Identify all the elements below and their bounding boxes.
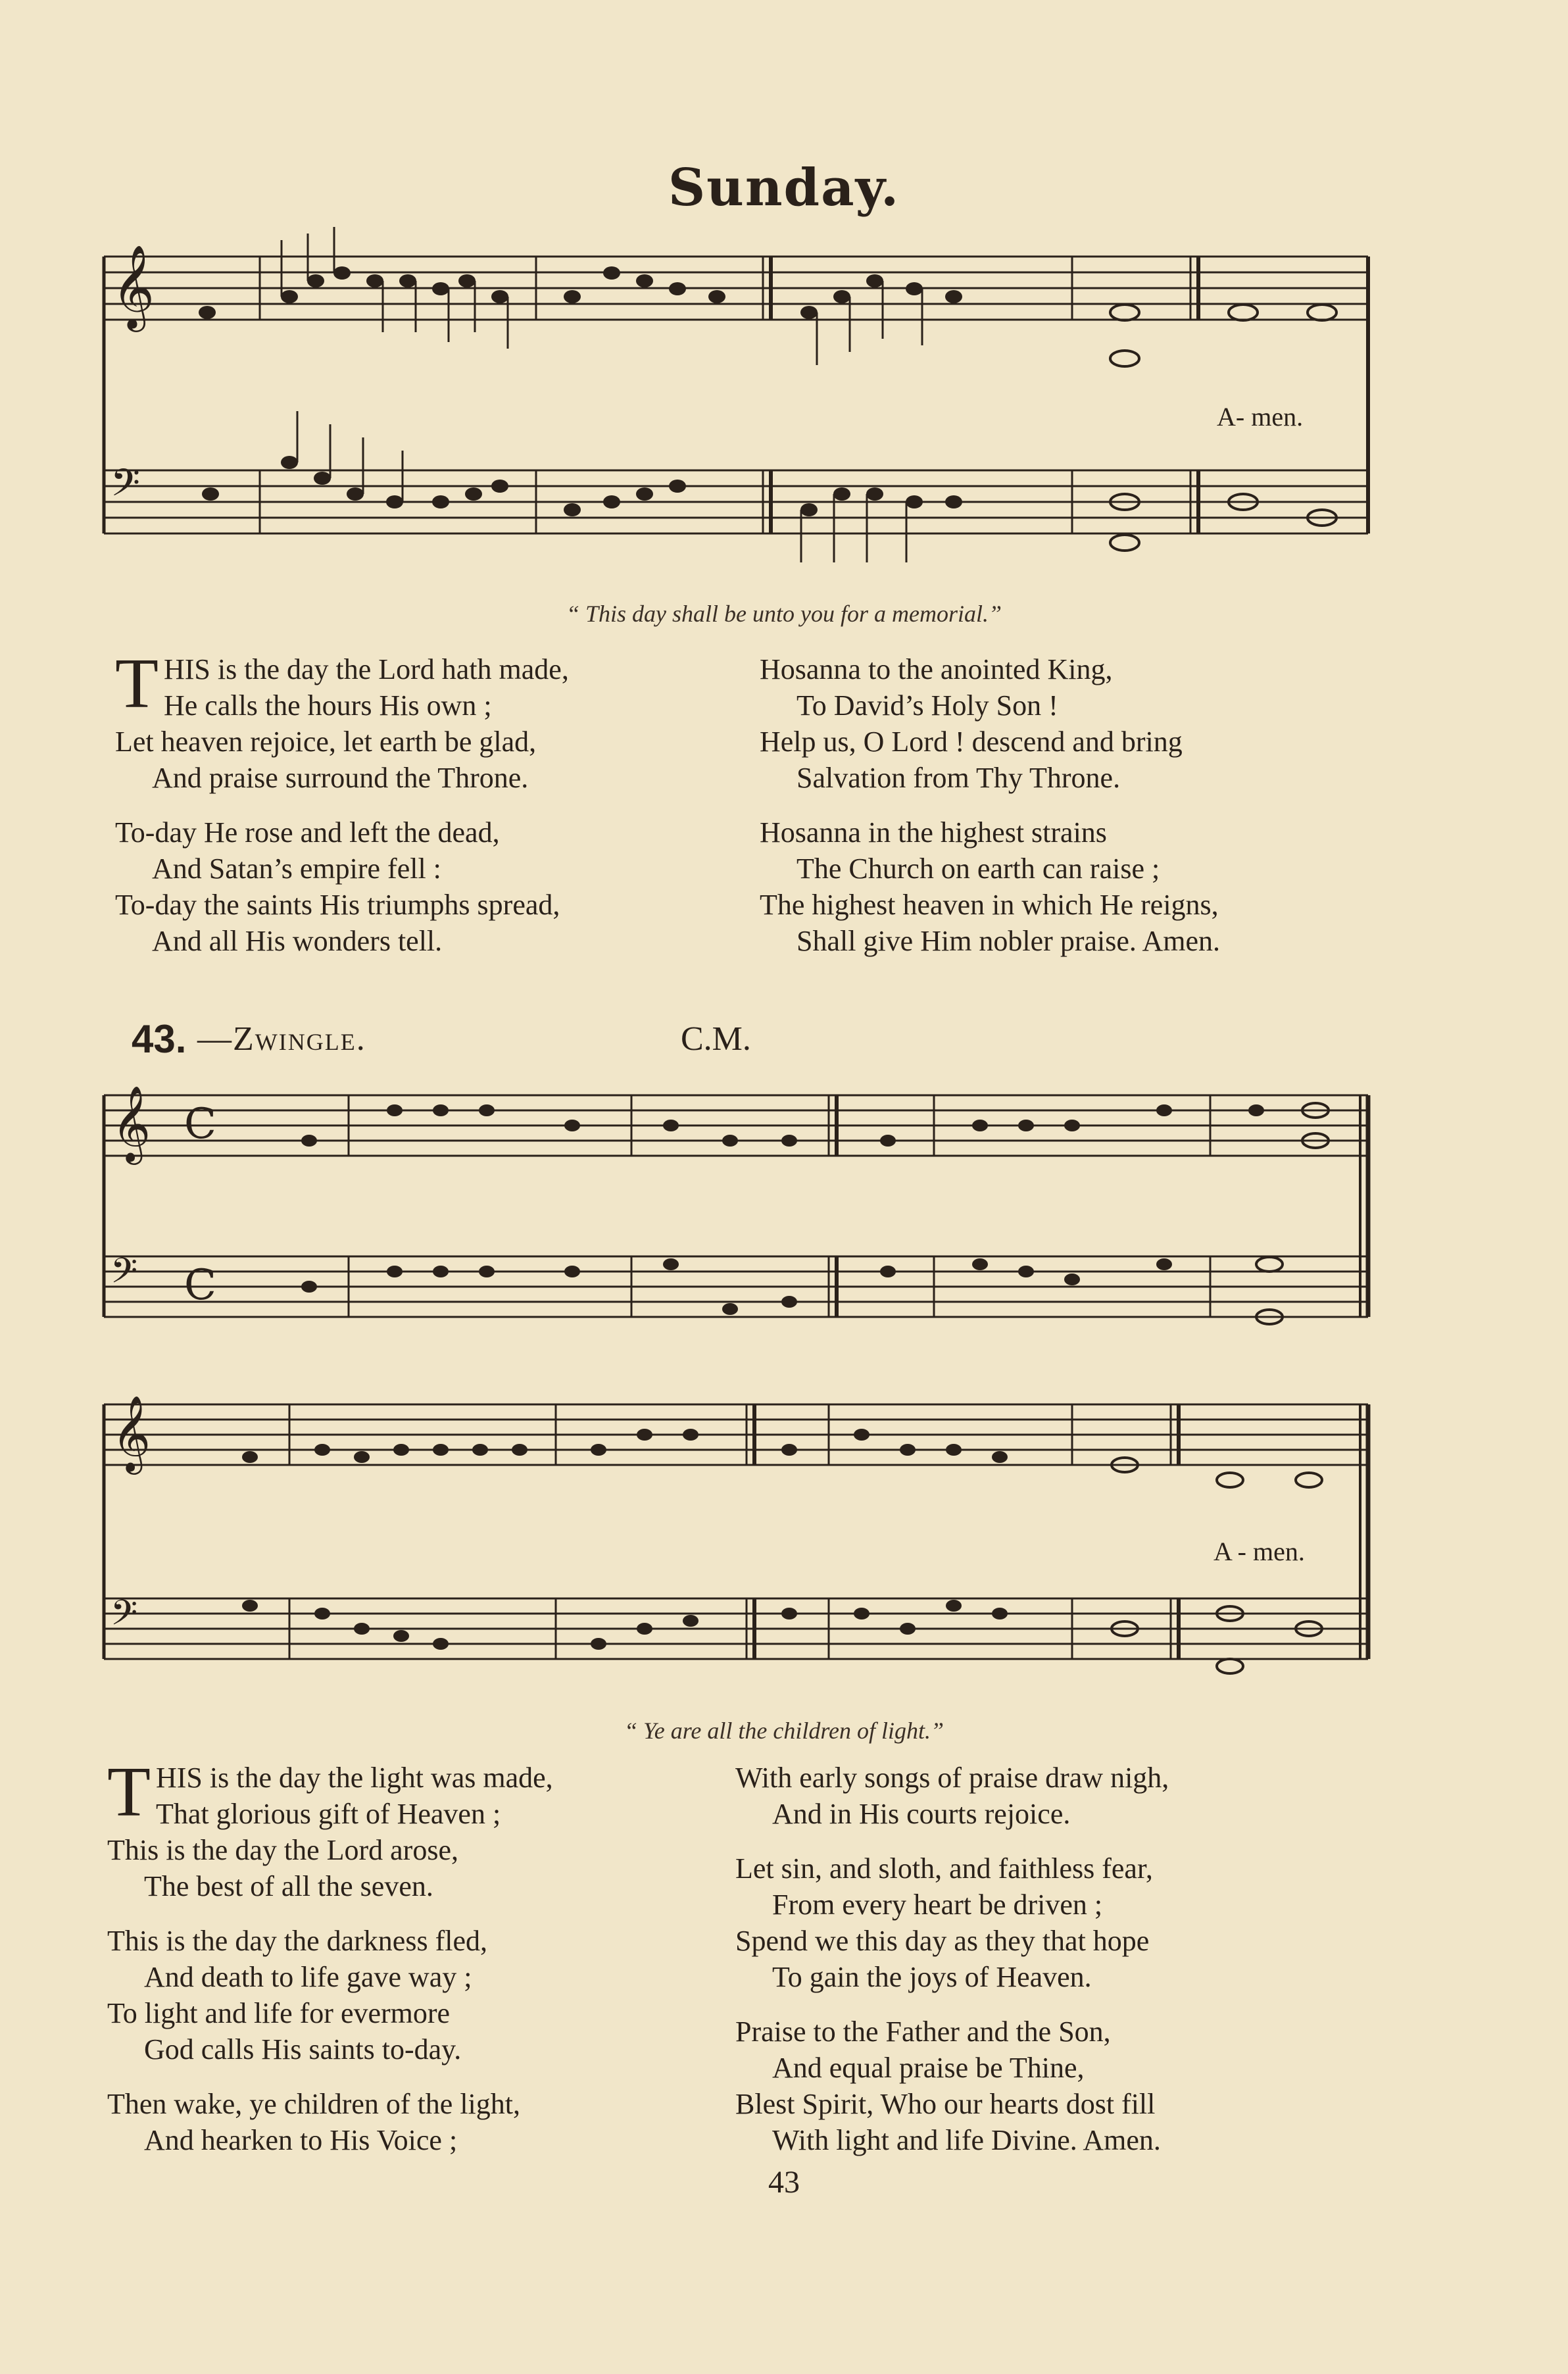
hymn1-stanza-2 <box>115 814 733 959</box>
caption-1: “ This day shall be unto you for a memorial.” <box>566 601 1002 627</box>
verse-line: And equal praise be Thine, <box>772 2052 1085 2084</box>
hymn1-stanza-1 <box>115 645 733 796</box>
staff-system-2a <box>99 1072 1375 1348</box>
verse-line: Praise to the Father and the Son, <box>735 2015 1111 2048</box>
hymn2-verses-right <box>735 1760 1426 2177</box>
hymn1-verses-left <box>115 645 733 977</box>
svg-text:𝄞: 𝄞 <box>112 1085 151 1162</box>
verse-line: From every heart be driven ; <box>772 1889 1103 1921</box>
verse-line: Let heaven rejoice, let earth be glad, <box>115 726 537 758</box>
verse-line: He calls the hours His own ; <box>163 689 492 722</box>
verse-line: Let sin, and sloth, and faithless fear, <box>735 1852 1153 1885</box>
verse-line: God calls His saints to-day. <box>144 2033 462 2065</box>
hymn2-stanza-1 <box>107 1753 725 1904</box>
staff-system-2b <box>99 1372 1375 1700</box>
svg-text:𝄞: 𝄞 <box>112 244 155 328</box>
verse-line: Hosanna to the anointed King, <box>760 653 1113 685</box>
dropcap-1: T <box>115 645 159 723</box>
svg-text:𝄢: 𝄢 <box>110 1251 138 1300</box>
dropcap-2: T <box>107 1753 151 1831</box>
verse-line: Help us, O Lord ! descend and bring <box>760 726 1183 758</box>
hymn1-stanza-4 <box>760 814 1417 959</box>
svg-text:C: C <box>184 1261 216 1310</box>
verse-line: To David’s Holy Son ! <box>796 689 1058 722</box>
hymn2-stanza-5 <box>735 2014 1426 2158</box>
verse-line: Hosanna in the highest strains <box>760 816 1107 849</box>
hymn-number: 43. <box>132 1017 187 1061</box>
verse-line: With light and life Divine. Amen. <box>772 2124 1161 2156</box>
verse-line: Salvation from Thy Throne. <box>796 762 1121 794</box>
music-score-1 <box>99 227 1375 569</box>
verse-line: Shall give Him nobler praise. Amen. <box>796 925 1220 957</box>
svg-text:𝄞: 𝄞 <box>112 1395 151 1471</box>
caption-2: “ Ye are all the children of light.” <box>624 1718 944 1744</box>
staff-system-1 <box>99 227 1375 569</box>
section-title: Sunday. <box>668 158 900 218</box>
verse-line: And in His courts rejoice. <box>772 1798 1071 1830</box>
svg-text:𝄢: 𝄢 <box>110 1593 138 1642</box>
verse-line: Spend we this day as they that hope <box>735 1925 1150 1957</box>
amen-label-2: A - men. <box>1213 1537 1305 1566</box>
verse-line: HIS is the day the light was made, <box>155 1762 553 1794</box>
verse-line: And death to life gave way ; <box>144 1961 472 1993</box>
page-number: 43 <box>768 2165 800 2200</box>
hymn2-stanza-2 <box>107 1923 725 2067</box>
svg-text:𝄢: 𝄢 <box>110 460 141 514</box>
verse-line: This is the day the darkness fled, <box>107 1925 487 1957</box>
verse-line: That glorious gift of Heaven ; <box>155 1798 501 1830</box>
verse-line: Blest Spirit, Who our hearts dost fill <box>735 2088 1156 2120</box>
verse-line: The best of all the seven. <box>144 1870 433 1902</box>
hymn2-verses-left <box>107 1753 725 2177</box>
verse-line: To-day He rose and left the dead, <box>115 816 500 849</box>
hymn2-stanza-3 <box>107 2086 725 2158</box>
hymn2-stanza-4 <box>735 1850 1426 1995</box>
verse-line: And Satan’s empire fell : <box>152 853 441 885</box>
verse-line: The highest heaven in which He reigns, <box>760 889 1219 921</box>
verse-line: To-day the saints His triumphs spread, <box>115 889 560 921</box>
music-score-2b <box>99 1372 1375 1700</box>
verse-line: And praise surround the Throne. <box>152 762 529 794</box>
music-score-2a <box>99 1072 1375 1348</box>
verse-line: Then wake, ye children of the light, <box>107 2088 521 2120</box>
verse-line: To light and life for evermore <box>107 1997 451 2029</box>
hymn2-stanza-3-cont <box>735 1760 1426 1832</box>
verse-line: And all His wonders tell. <box>152 925 443 957</box>
hymn1-verses-right <box>760 651 1417 977</box>
hymn-meter: C.M. <box>681 1020 751 1058</box>
verse-line: HIS is the day the Lord hath made, <box>163 653 569 685</box>
hymn1-stanza-3 <box>760 651 1417 796</box>
svg-text:C: C <box>184 1100 216 1149</box>
amen-label-1: A- men. <box>1217 402 1304 432</box>
verse-line: And hearken to His Voice ; <box>144 2124 458 2156</box>
verse-line: To gain the joys of Heaven. <box>772 1961 1092 1993</box>
verse-line: The Church on earth can raise ; <box>796 853 1160 885</box>
verse-line: This is the day the Lord arose, <box>107 1834 458 1866</box>
tune-name: —Zwingle. <box>197 1020 366 1058</box>
verse-line: With early songs of praise draw nigh, <box>735 1762 1169 1794</box>
